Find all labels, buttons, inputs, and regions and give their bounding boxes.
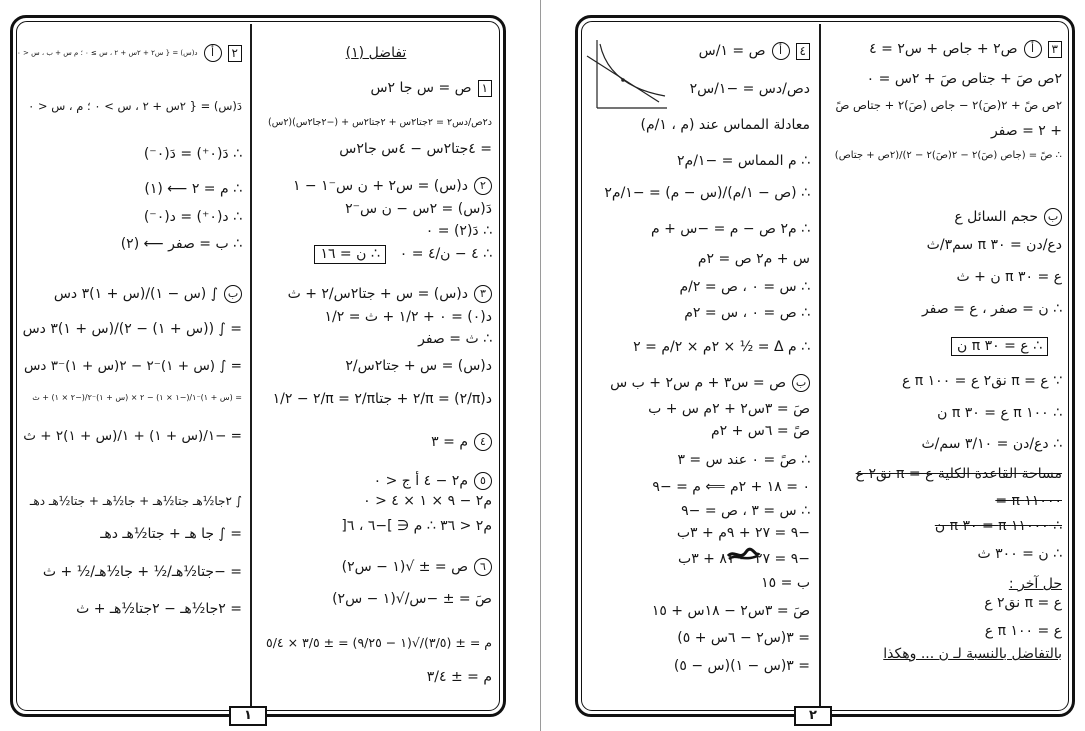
math-text: ٢ص صً + ٢(صَ)٢ − جاص (صَ)٢ + جتاص صً [835,98,1062,112]
page-2-column-divider [819,24,821,708]
math-line [256,328,496,350]
part-label-circle: أ [1024,40,1042,58]
math-text: ∴ دَ(٠⁺) = دَ(٠⁻) [143,146,242,162]
part-label-circle: ٤ [474,433,492,451]
part-label-circle: أ [204,44,222,62]
math-text: ص = ± √(١ − س٢) [341,559,468,575]
math-text: بالتفاضل بالنسبة لـ ن ... وهكذا [883,646,1062,662]
math-line [20,598,246,620]
math-text: = ∫ ((س + ١) − ٢)/(س + ١)٣ دس [22,321,242,337]
math-line [824,402,1066,424]
math-line [824,620,1066,642]
math-line [824,592,1066,614]
math-line [584,78,814,100]
math-line [256,42,496,64]
math-text: م٢ − ٤ أ ج < ٠ [373,473,468,489]
math-line [584,218,814,240]
math-text: تفاضل (١) [345,45,407,61]
math-line [584,500,814,522]
math-line [584,372,814,394]
math-line [584,522,814,544]
math-line [20,95,246,117]
math-line [256,175,496,197]
math-line [256,243,496,265]
math-text: ∫ ٢جا½هـ جتا½هـ + جا½هـ + جتا½هـ دهـ [29,494,242,508]
math-line [20,355,246,377]
math-line [824,266,1066,288]
math-line [824,463,1066,485]
math-text: د(٠) = ٠ + ١/٢ + ث = ١/٢ [324,309,492,325]
math-text: د(س) = { س٢ + ٢س + ٢ ، س ≥ ٠ ؛ م س + ب ، س < ٠ [17,49,198,57]
part-label-circle: ٦ [474,558,492,576]
math-text: صً = ٦س + ٢م [710,423,810,439]
math-text: = ٤جتا٢س − ٤س جا٢س [339,141,492,157]
math-line [256,138,496,160]
math-text: م٢ − ٩ × ١ × ٤ < ٠ [363,493,492,509]
math-line [256,112,496,134]
math-text: ب = ١٥ [761,575,810,591]
math-line [824,543,1066,565]
math-line [20,318,246,340]
math-text: ص = ١/س [698,43,766,59]
math-text: ∴ ١٠٠ π ع = ٣٠ π ن [937,405,1062,421]
math-text: د(π/٢) = π/٢ + جتاπ/٢ = π/٢ − ١/٢ [272,391,492,407]
math-text: ∴ س = ٠ ، ص = ٢/م [679,279,810,295]
math-text: صَ = ٣س٢ + ٢م س + ب [648,401,810,417]
math-text: م = ٣ [431,434,468,450]
math-text: م = ± (٣/٥)/√(١ − ٩/٢٥) = ± ٣/٥ × ٥/٤ [265,635,492,650]
math-line [256,632,496,654]
math-text: ع = ٣٠ π ن + ث [956,269,1062,285]
math-line [584,302,814,324]
math-line [584,627,814,649]
math-text: = ∫ (س + ١)⁻٢ − ٢(س + ١)⁻٣ دس [23,358,242,374]
math-line [824,433,1066,455]
math-text: ∴ م٢ ص − م = −س + م [651,221,810,237]
part-label-circle: ٢ [474,177,492,195]
math-line [824,335,1066,357]
math-text: −٩ = ٢٧ + ٩م + ٣ب [676,525,810,541]
math-line [20,523,246,545]
page-spine-divider [540,0,541,731]
math-text: ∴ ١١٠٠٠ π = ٣٠ π ن [934,518,1062,534]
math-line [584,398,814,420]
math-line [584,572,814,594]
math-text: ∴ ص = ٠ ، س = ٢م [684,305,810,321]
math-line [20,425,246,447]
math-text: د٢ص/دس٢ = ٢جتا٢س + ٢جتا٢س + (−٢جا٢س)(٢س) [268,117,492,128]
math-line [584,182,814,204]
math-line [584,150,814,172]
math-text: = ٣(س٢ − ٦س + ٥) [677,630,810,646]
math-line [584,248,814,270]
math-line [256,431,496,453]
math-text: = (س + ١)⁻١/(−١ × ١) − ٢ × (س + ١)⁻٢/(−٢ × ١) + ث [32,393,242,402]
math-text: حجم السائل ع [954,209,1038,225]
math-line [824,38,1066,60]
math-text: صَ = ± −س/√(١ − س٢) [332,591,492,607]
math-line [20,178,246,200]
math-line [20,233,246,255]
math-line [256,490,496,512]
math-text: = −١/(س + ١) + ١/(س + ١)٢ + ث [23,428,242,444]
boxed-result: ∴ ع = ٣٠ π ن [951,337,1048,356]
math-text: = −جتا½هـ/½ + جا½هـ/½ + ث [42,564,242,580]
math-text: ∴ (ص − ١/م)/(س − م) = −١/م٢ [604,185,810,201]
math-line [256,666,496,688]
math-text: ∴ دع/دن = ٣/١٠ سم/ث [921,436,1062,452]
part-label-circle: ب [224,285,242,303]
part-label-circle: ٥ [474,472,492,490]
math-text: د(س) = س٢ + ن س⁻١ − ١ [292,178,468,194]
math-line [17,42,246,64]
math-text: دع/دن = ٣٠ π سم٣/ث [926,237,1062,253]
math-line [584,655,814,677]
math-text: ∴ ث = صفر [418,331,492,347]
math-line [256,355,496,377]
math-text: حل آخر : [1008,576,1062,592]
math-line [824,94,1066,116]
math-text: ٠ = ١٨ + ٢م ⟸ م = −٩ [652,479,810,495]
math-text: صَ = ٣س٢ − ١٨س + ١٥ [651,603,810,619]
math-text: ع = π نق٢ ع [984,595,1062,611]
math-text: ص = س جا ٢س [370,80,472,96]
math-text: ∴ م المماس = −١/م٢ [677,153,810,169]
math-text: د(س) = س + جتا٢س/٢ [345,358,492,374]
math-text: ∴ دَ(٢) = ٠ [425,223,492,239]
math-text: ١١٠٠٠ π = [995,493,1062,509]
math-text: = ٢جا½هـ − ٢جتا½هـ + ث [76,601,242,617]
math-line [20,206,246,228]
math-line [824,515,1066,537]
math-text: ع = ١٠٠ π ع [984,623,1062,639]
math-text: ∴ م Δ = ½ × ٢م × ٢/م = ٢ [633,339,810,355]
math-text: ∵ ع = π نق٢ ع = ١٠٠ π ع [901,373,1062,389]
math-line [584,600,814,622]
math-text: م = ± ٣/٤ [426,669,492,685]
math-line [584,449,814,471]
math-line [20,387,246,409]
math-text: −٩ = ٢٧ − ٨١ + ٣ب [678,551,810,567]
math-text: ∴ ن = صفر ، ع = صفر [921,301,1062,317]
math-text: ∴ ٤ − ن/٤ = ٠ [399,246,492,262]
math-text: م٢ < ٣٦ ∴ م ∈ ]−٦ ، ٦[ [341,518,492,534]
question-number-box: ٢ [228,45,242,62]
math-text: دَ(س) = ٢س − ن س⁻٢ [345,201,492,217]
math-text: ∴ س = ٣ ، ص = −٩ [681,503,810,519]
math-line [584,548,814,570]
math-text: ص٢ + جاص + س٢ = ٤ [869,41,1018,57]
math-line [256,388,496,410]
math-text: ∴ د(٠⁺) = د(٠⁻) [143,209,242,225]
math-line [256,283,496,305]
math-line [824,643,1066,665]
question-number-box: ١ [478,80,492,97]
math-line [256,588,496,610]
math-line [824,490,1066,512]
math-text: ص = س٣ + م س٢ + ب س [610,375,786,391]
math-line [256,77,496,99]
math-line [256,515,496,537]
math-line [824,298,1066,320]
question-number-box: ٣ [1048,41,1062,58]
page-1-column-divider [250,24,252,708]
math-line [584,114,814,136]
math-text: ∴ صً = (جاص (صَ)٢ − ٢(صَ)٢ − ٢)/(٢ص + جتاص) [834,150,1062,161]
math-text: دَ(س) = { ٢س + ٢ ، س > ٠ ؛ م ، س < ٠ [28,99,242,113]
math-line [824,120,1066,142]
math-line [256,220,496,242]
math-text: معادلة المماس عند (م ، ١/م) [640,117,810,133]
math-text: ∴ صً = ٠ عند س = ٣ [677,452,810,468]
math-text: = ٣(س − ١)(س − ٥) [673,658,810,674]
math-line [20,143,246,165]
math-line [584,40,814,62]
page-2-number: ٢ [794,706,832,726]
math-line [584,276,814,298]
math-text: مساحة القاعدة الكلية ع = π نق٢ ع [855,466,1062,482]
math-line [824,234,1066,256]
math-line [20,490,246,512]
math-text: + ٢ = صفر [990,123,1062,139]
math-line [20,283,246,305]
math-line [824,206,1066,228]
math-line [20,561,246,583]
page-1-number: ١ [229,706,267,726]
math-line [256,198,496,220]
math-line [256,470,496,492]
part-label-circle: أ [772,42,790,60]
part-label-circle: ب [1044,208,1062,226]
math-line [584,476,814,498]
math-text: ∴ م = ٢ ⟵ (١) [144,181,242,197]
math-line [824,145,1066,167]
math-line [256,306,496,328]
boxed-result: ∴ ن = ١٦ [314,245,385,264]
math-line [824,370,1066,392]
part-label-circle: ٣ [474,285,492,303]
math-line [584,420,814,442]
math-line [256,556,496,578]
math-text: ٢ص صَ + جتاص صَ + ٢س = ٠ [866,71,1062,87]
math-text: = ∫ جا هـ + جتا½هـ دهـ [100,526,242,542]
math-text: ∴ ن = ٣٠٠ ث [977,546,1062,562]
math-text: س + م٢ ص = ٢م [697,251,810,267]
math-line [584,336,814,358]
math-text: ∫ (س − ١)/(س + ١)٣ دس [53,286,218,302]
math-text: ∴ ب = صفر ⟵ (٢) [120,236,242,252]
question-number-box: ٤ [796,43,810,60]
math-text: دص/دس = −١/س٢ [689,81,810,97]
part-label-circle: ب [792,374,810,392]
math-text: د(س) = س + جتا٢س/٢ + ث [287,286,468,302]
math-line [824,68,1066,90]
